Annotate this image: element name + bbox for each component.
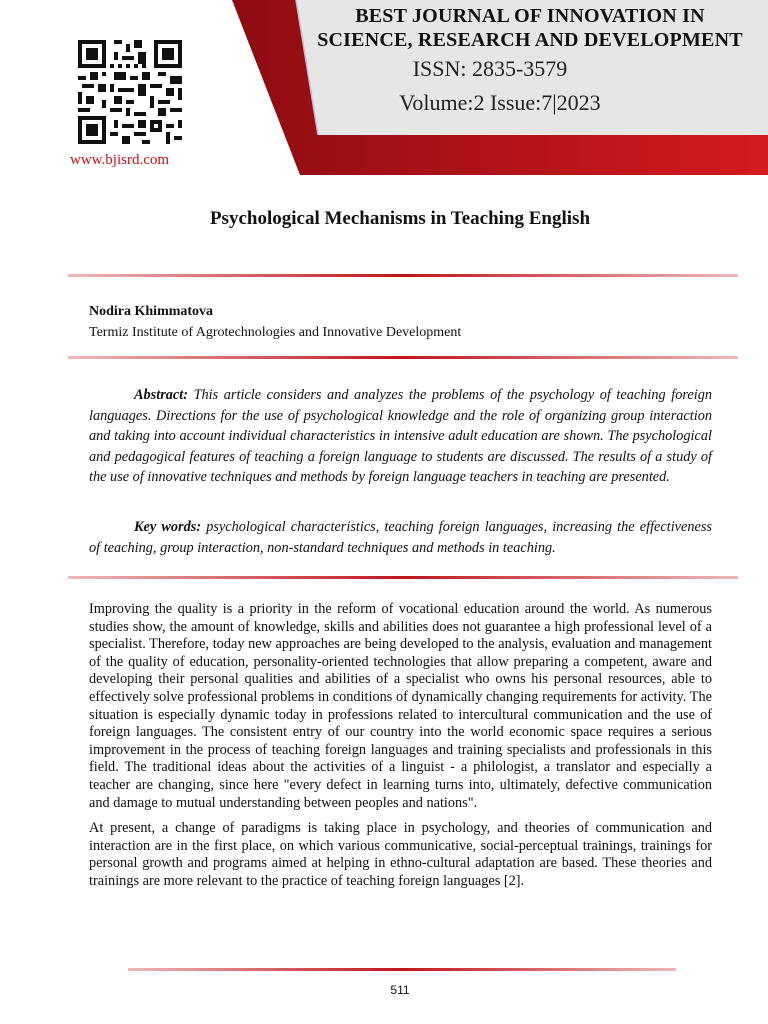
article-title: Psychological Mechanisms in Teaching English	[209, 208, 591, 229]
qr-code-icon	[78, 40, 182, 144]
journal-info	[300, 4, 760, 116]
journal-title-line2: SCIENCE, RESEARCH AND DEVELOPMENT	[317, 29, 743, 51]
body-paragraph: Improving the quality is a priority in the reform of vocational education around the world. As numerous studies show, the amount of knowledge, skills and abilities does not guarantee a high professional level of a specialist. Therefore, today new approaches are being developed to the analysis, evaluation and management of the quality of education, personality-oriented technologies that allow preparing a competent, aware and developing their personal qualities and abilities of a specialist who owns his personal resources, able to effectively solve professional problems in conditions of dynamically changing requirements for activity. The situation is especially dynamic today in professions related to intercultural communication and the use of foreign languages. The consistent entry of our country into the world economic space requires a serious improvement in the process of teaching foreign languages and training specialists and professionals in this field. The traditional ideas about the activities of a linguist - a philologist, a translator and especially a teacher are changing, since here "every defect in learning turns into, ultimately, defective communication and damage to mutual understanding between peoples and nations".	[89, 601, 712, 811]
author-name: Nodira Khimmatova	[89, 304, 214, 319]
author-affiliation: Termiz Institute of Agrotechnologies and Innovative Development	[89, 325, 462, 340]
journal-website-link[interactable]: www.bjisrd.com	[70, 152, 170, 168]
article-body	[89, 601, 712, 899]
page-number: 511	[390, 983, 410, 997]
volume-issue: Volume:2 Issue:7|2023	[399, 90, 601, 115]
divider	[68, 576, 738, 579]
keywords-text: psychological characteristics, teaching foreign languages, increasing the effectiveness of teaching, group interaction, non-standard techniques and methods in teaching.	[89, 519, 712, 556]
issn: ISSN: 2835-3579	[412, 56, 568, 81]
divider	[68, 274, 738, 277]
journal-title-line1: BEST JOURNAL OF INNOVATION IN	[355, 5, 705, 27]
keywords	[89, 517, 712, 558]
journal-header	[0, 0, 768, 175]
footer-divider	[128, 968, 676, 971]
abstract-text: This article considers and analyzes the problems of the psychology of teaching foreign languages. Directions for the use of psychological knowledge and the role of organizing group interaction and taking into account individual characteristics in intensive adult education are shown. The psychological and pedagogical features of teaching a foreign language to students are discussed. The results of a study of the use of innovative techniques and methods by foreign language teachers in teaching are presented.	[89, 387, 712, 485]
divider	[68, 356, 738, 359]
keywords-label: Key words:	[134, 519, 202, 535]
abstract-label: Abstract:	[134, 387, 189, 403]
abstract	[89, 385, 712, 488]
body-paragraph: At present, a change of paradigms is taking place in psychology, and theories of communication and interaction are in the first place, on which various communicative, social-perceptual trainings, trainings for personal growth and programs aimed at helping in ethno-cultural adaptation are based. These theories and trainings are more relevant to the practice of teaching foreign languages [2].	[89, 820, 712, 889]
